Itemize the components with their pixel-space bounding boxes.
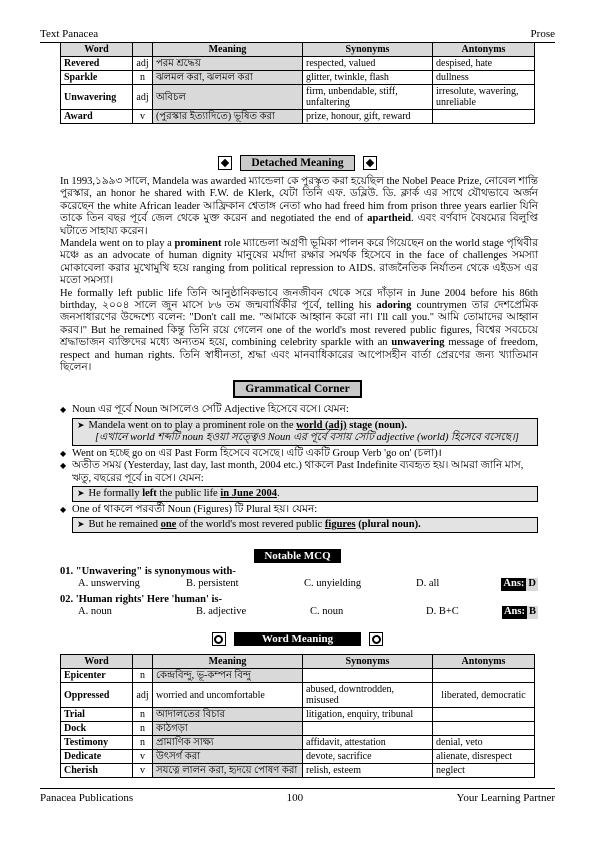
mcq-option: B. adjective	[196, 606, 247, 618]
page-number: 100	[286, 792, 304, 804]
col-synonyms: Synonyms	[303, 43, 433, 57]
example-note: [এখানে world শব্দটি noun হওয়া সত্ত্বেও Noun এর পূর্বে বসায় সেটি adjective (world) হিসেবে বসেছে।]	[95, 432, 519, 443]
grammar-point: ◆ অতীত সময় (Yesterday, last day, last month, 2004 etc.) থাকলে Past Indefinite ব্যবহৃত হয়। আমরা জানি মাস, ঋতু, বছরের পূর্বে in বসে। যেমন:	[60, 460, 538, 485]
col-word: Word	[61, 655, 133, 669]
header-section: Prose	[530, 28, 555, 40]
detached-meaning-banner	[0, 155, 595, 171]
synonym-cell: abused, downtrodden, misused	[303, 683, 433, 708]
example-box: ➤ Mandela went on to play a prominent role on the world (adj) stage (noun). [এখানে world শব্দটি noun হওয়া সত্ত্বেও Noun এর পূর্বে বসায় সেটি adjective (world) হিসেবে বসেছে।]	[72, 418, 538, 446]
mcq-option: C. unyielding	[304, 578, 362, 590]
word-cell: Oppressed	[61, 683, 133, 708]
grammatical-corner	[60, 404, 538, 535]
antonym-cell: dullness	[433, 71, 535, 85]
table-row	[61, 764, 535, 778]
example-box: ➤ But he remained one of the world's most revered public figures (plural noun).	[72, 517, 538, 533]
meaning-cell: ঝলমল করা, ঝলমল করা	[153, 71, 303, 85]
mcq-option: C. noun	[310, 606, 344, 618]
table-row	[61, 57, 535, 71]
meaning-cell: কেন্দ্রবিন্দু, ভূ-কম্পন বিন্দু	[153, 669, 303, 683]
footer-publisher: Panacea Publications	[40, 792, 134, 804]
pos-cell: adj	[133, 57, 153, 71]
col-pos	[133, 43, 153, 57]
mcq-options	[60, 606, 538, 618]
answer-badge: Ans: B	[503, 606, 536, 618]
mcq-option: A. unswerving	[78, 578, 140, 590]
table-row	[61, 708, 535, 722]
pos-cell: v	[133, 750, 153, 764]
pos-cell: v	[133, 110, 153, 124]
mcq-option: D. B+C	[426, 606, 459, 618]
detached-meaning-title: Detached Meaning	[240, 155, 354, 171]
header-book-title: Text Panacea	[40, 28, 99, 40]
pos-cell: n	[133, 708, 153, 722]
mcq-section	[60, 566, 538, 619]
table-row	[61, 736, 535, 750]
notable-mcq-title: Notable MCQ	[254, 549, 340, 563]
mcq-item	[60, 594, 538, 619]
table-row	[61, 750, 535, 764]
meaning-cell: সযত্নে লালন করা, হৃদয়ে পোষণ করা	[153, 764, 303, 778]
meaning-cell: উৎসর্গ করা	[153, 750, 303, 764]
grammar-point: ◆ One of থাকলে পরবর্তী Noun (Figures) টি Plural হয়। যেমন:	[60, 504, 538, 517]
pos-cell: adj	[133, 85, 153, 110]
paragraph: Mandela went on to play a prominent role ম্যান্ডেলা অগ্রণী ভূমিকা পালন করে গিয়েছেন on the world stage পৃথিবীর মঞ্চে as an advocate of human dignity মানুষের মর্যাদা রক্ষার সমর্থক হিসেবে in the face of challenges সমস্যা মোকাবেলা করার মুখোমুখি হয়ে ranging from political repression to AIDS. রাজনৈতিক নির্যাতন থেকে এইডস এর মতো সমস্যা।	[60, 238, 539, 287]
col-meaning: Meaning	[153, 43, 303, 57]
meaning-cell: (পুরস্কার ইত্যাদিতে) ভূষিত করা	[153, 110, 303, 124]
col-pos	[133, 655, 153, 669]
paragraph: In 1993,১৯৯৩ সালে, Mandela was awarded ম্যান্ডেলা কে পুরস্কৃত করা হয়েছিল the Nobel Peace Prize, নোবেল শান্তি পুরস্কার, an honor he shared with F.W. de Klerk, যেটা তিনি এফ. ডব্লিউ. ডি. ক্লার্ক এর সাথে যৌথভাবে অর্জন করেছেন the white African leader আফ্রিকান শ্বেতাঙ্গ নেতা who had freed him from prison three years earlier যিনি তাকে তিন বছর পূর্বে জেল থেকে মুক্ত করেন and negotiated the end of apartheid. এবং বর্ণবাদ বৈষম্যের বিলুপ্তি ঘটাতে সাহায্য করেন।	[60, 176, 538, 237]
page-footer	[40, 788, 555, 804]
antonym-cell: liberated, democratic	[433, 683, 535, 708]
antonym-cell: irresolute, wavering, unreliable	[433, 85, 535, 110]
pos-cell: n	[133, 722, 153, 736]
word-cell: Cherish	[61, 764, 133, 778]
meaning-cell: অবিচল	[153, 85, 303, 110]
grammatical-corner-banner	[0, 380, 595, 398]
meaning-cell: কাঠগড়া	[153, 722, 303, 736]
mcq-option: B. persistent	[186, 578, 239, 590]
pos-cell: adj	[133, 683, 153, 708]
pos-cell: v	[133, 764, 153, 778]
synonym-cell: glitter, twinkle, flash	[303, 71, 433, 85]
mcq-item	[60, 566, 538, 591]
word-cell: Trial	[61, 708, 133, 722]
synonym-cell: prize, honour, gift, reward	[303, 110, 433, 124]
antonym-cell	[433, 669, 535, 683]
antonym-cell	[433, 708, 535, 722]
arrow-icon: ➤	[77, 519, 85, 529]
paragraph: He formally left public life তিনি আনুষ্ঠানিকভাবে জনজীবন থেকে সরে দাঁড়ান in June 2004 before his 86th birthday, ২০০৪ সালে জুন মাসে ৮৬ তম জন্মবার্ষিকীর পূর্বে, telling his adoring countrymen তার দেশপ্রেমিক জনসাধারণের উদ্দেশ্যে বলেন: "Don't call me. "আমাকে আহ্বান করো না। I'll call you." আমি তোমাদের আহ্বান করব।" But he remained কিন্তু তিনি রয়ে গেলেন one of the world's most revered public figures, বিশ্বের সবচেয়ে শ্রদ্ধাভাজন ব্যক্তিদের মধ্যে অন্যতম হয়ে, combining celebrity sparkle with an unwavering message of freedom, respect and human rights. তিনি স্বাধীনতা, শ্রদ্ধা এবং মানবাধিকারের আপোসহীন বার্তা প্রেরণের জন্য খ্যাতিমান ছিলেন।	[60, 287, 539, 374]
antonym-cell: denial, veto	[433, 736, 535, 750]
col-antonyms: Antonyms	[433, 655, 535, 669]
notable-mcq-banner	[0, 549, 595, 563]
antonym-cell: despised, hate	[433, 57, 535, 71]
pos-cell: n	[133, 736, 153, 750]
mcq-question: 01. "Unwavering" is synonymous with-	[60, 566, 236, 577]
grammar-point: ◆ Noun এর পূর্বে Noun আসলেও সেটি Adjective হিসেবে বসে। যেমন:	[60, 404, 538, 417]
synonym-cell: litigation, enquiry, tribunal	[303, 708, 433, 722]
arrow-icon: ➤	[77, 488, 85, 498]
target-icon	[212, 632, 226, 646]
col-meaning: Meaning	[153, 655, 303, 669]
synonym-cell: firm, unbendable, stiff, unfaltering	[303, 85, 433, 110]
table-row	[61, 722, 535, 736]
synonym-cell: affidavit, attestation	[303, 736, 433, 750]
col-antonyms: Antonyms	[433, 43, 535, 57]
mcq-question: 02. 'Human rights' Here 'human' is-	[60, 593, 222, 605]
mcq-option: A. noun	[78, 606, 112, 618]
antonym-cell	[433, 110, 535, 124]
mcq-options	[60, 578, 538, 590]
arrow-icon: ➤	[77, 419, 85, 430]
table-row	[61, 669, 535, 683]
word-cell: Testimony	[61, 736, 133, 750]
pos-cell: n	[133, 669, 153, 683]
word-cell: Award	[61, 110, 133, 124]
target-icon	[369, 632, 383, 646]
word-cell: Sparkle	[61, 71, 133, 85]
meaning-cell: worried and uncomfortable	[153, 683, 303, 708]
meaning-cell: আদালতের বিচার	[153, 708, 303, 722]
page-header	[40, 28, 555, 43]
table-row	[61, 71, 535, 85]
word-cell: Dedicate	[61, 750, 133, 764]
example-box: ➤ He formally left the public life in June 2004.	[72, 486, 538, 502]
antonym-cell: neglect	[433, 764, 535, 778]
word-cell: Epicenter	[61, 669, 133, 683]
antonym-cell: alienate, disrespect	[433, 750, 535, 764]
footer-tagline: Your Learning Partner	[456, 792, 555, 804]
answer-badge: Ans: D	[503, 578, 536, 590]
word-meaning-banner	[0, 632, 595, 646]
synonym-cell	[303, 669, 433, 683]
col-synonyms: Synonyms	[303, 655, 433, 669]
table-row	[61, 110, 535, 124]
table-header-row	[61, 43, 535, 57]
word-meaning-title: Word Meaning	[234, 632, 361, 646]
word-cell: Dock	[61, 722, 133, 736]
top-vocab-table	[60, 42, 535, 124]
diamond-icon	[218, 156, 232, 170]
synonym-cell: relish, esteem	[303, 764, 433, 778]
mcq-option: D. all	[416, 578, 440, 590]
table-header-row	[61, 655, 535, 669]
col-word: Word	[61, 43, 133, 57]
grammatical-corner-title: Grammatical Corner	[233, 380, 361, 398]
diamond-icon	[363, 156, 377, 170]
grammar-point: ◆ Went on হচ্ছে go on এর Past Form হিসেবে বসেছে। এটি একটি Group Verb 'go on' (চলা)।	[60, 448, 538, 461]
pos-cell: n	[133, 71, 153, 85]
word-cell: Revered	[61, 57, 133, 71]
meaning-cell: প্রামাণিক সাক্ষ্য	[153, 736, 303, 750]
meaning-cell: পরম শ্রদ্ধেয়	[153, 57, 303, 71]
detached-meaning-text	[60, 176, 538, 375]
synonym-cell	[303, 722, 433, 736]
table-row	[61, 683, 535, 708]
word-cell: Unwavering	[61, 85, 133, 110]
word-meaning-table	[60, 654, 535, 778]
synonym-cell: devote, sacrifice	[303, 750, 433, 764]
synonym-cell: respected, valued	[303, 57, 433, 71]
antonym-cell	[433, 722, 535, 736]
table-row	[61, 85, 535, 110]
